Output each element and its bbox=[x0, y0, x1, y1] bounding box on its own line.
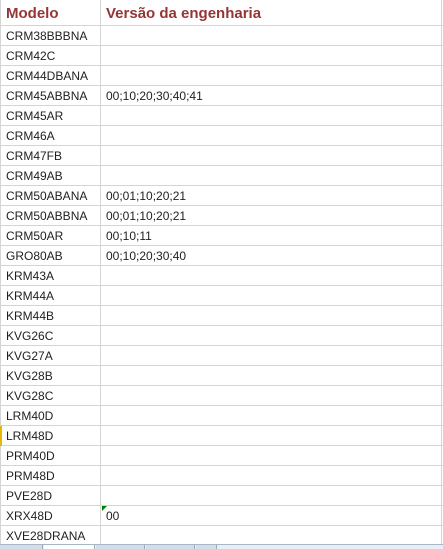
cell-versao[interactable] bbox=[101, 446, 442, 466]
cell-modelo[interactable]: KVG28C bbox=[0, 386, 101, 406]
cell-versao[interactable]: 00;10;20;30;40 bbox=[101, 246, 442, 266]
cell-versao[interactable] bbox=[101, 66, 442, 86]
table-row bbox=[0, 506, 443, 526]
table-row bbox=[0, 126, 443, 146]
table-row bbox=[0, 326, 443, 346]
cell-modelo[interactable]: PVE28D bbox=[0, 486, 101, 506]
cell-versao[interactable] bbox=[101, 106, 442, 126]
insert-sheet-tab[interactable] bbox=[196, 545, 217, 549]
sheet-tab-bar bbox=[0, 544, 443, 549]
cell-versao[interactable]: 00;10;20;30;40;41 bbox=[101, 86, 442, 106]
table-row bbox=[0, 446, 443, 466]
cell-modelo[interactable]: CRM45ABBNA bbox=[0, 86, 101, 106]
cell-modelo[interactable]: LRM48D bbox=[0, 426, 101, 446]
table-row bbox=[0, 46, 443, 66]
header-cell-versao[interactable]: Versão da engenharia bbox=[101, 0, 442, 26]
cell-versao[interactable] bbox=[101, 46, 442, 66]
cell-versao[interactable] bbox=[101, 406, 442, 426]
cell-modelo[interactable]: KRM43A bbox=[0, 266, 101, 286]
cell-versao[interactable] bbox=[101, 426, 442, 446]
cell-modelo[interactable]: GRO80AB bbox=[0, 246, 101, 266]
cell-versao[interactable] bbox=[101, 166, 442, 186]
cell-modelo[interactable]: KRM44A bbox=[0, 286, 101, 306]
table-row bbox=[0, 486, 443, 506]
cell-modelo[interactable]: PRM40D bbox=[0, 446, 101, 466]
table-row bbox=[0, 66, 443, 86]
cell-modelo[interactable]: CRM47FB bbox=[0, 146, 101, 166]
cell-versao[interactable] bbox=[101, 306, 442, 326]
table-row bbox=[0, 426, 443, 446]
header-cell-modelo[interactable]: Modelo bbox=[0, 0, 101, 26]
cell-versao[interactable]: 00;01;10;20;21 bbox=[101, 186, 442, 206]
cell-versao[interactable] bbox=[101, 146, 442, 166]
table-row bbox=[0, 526, 443, 544]
table-row bbox=[0, 246, 443, 266]
table-row bbox=[0, 106, 443, 126]
table-row bbox=[0, 166, 443, 186]
table-row bbox=[0, 146, 443, 166]
cell-versao[interactable] bbox=[101, 526, 442, 544]
table-row bbox=[0, 466, 443, 486]
cell-modelo[interactable]: KVG26C bbox=[0, 326, 101, 346]
table-row bbox=[0, 386, 443, 406]
cell-modelo[interactable]: CRM45AR bbox=[0, 106, 101, 126]
cell-modelo[interactable]: CRM38BBBNA bbox=[0, 26, 101, 46]
cell-modelo[interactable]: KRM44B bbox=[0, 306, 101, 326]
cell-versao[interactable]: 00;01;10;20;21 bbox=[101, 206, 442, 226]
cell-versao[interactable] bbox=[101, 126, 442, 146]
table-row bbox=[0, 346, 443, 366]
table-row bbox=[0, 226, 443, 246]
cell-modelo[interactable]: XVE28DRANA bbox=[0, 526, 101, 544]
cell-indicator-icon bbox=[102, 506, 107, 511]
cell-modelo[interactable]: CRM50AR bbox=[0, 226, 101, 246]
cell-versao[interactable] bbox=[101, 366, 442, 386]
cell-modelo[interactable]: XRX48D bbox=[0, 506, 101, 526]
table-row bbox=[0, 26, 443, 46]
table-row bbox=[0, 266, 443, 286]
cell-versao[interactable] bbox=[101, 266, 442, 286]
table-row bbox=[0, 406, 443, 426]
sheet-tab[interactable] bbox=[146, 545, 195, 549]
header-row bbox=[0, 0, 443, 26]
cell-versao[interactable] bbox=[101, 346, 442, 366]
cell-modelo[interactable]: CRM42C bbox=[0, 46, 101, 66]
table-row bbox=[0, 206, 443, 226]
cell-versao[interactable] bbox=[101, 286, 442, 306]
cell-versao[interactable] bbox=[101, 326, 442, 346]
cell-modelo[interactable]: KVG28B bbox=[0, 366, 101, 386]
table-row bbox=[0, 186, 443, 206]
cell-modelo[interactable]: PRM48D bbox=[0, 466, 101, 486]
cell-modelo[interactable]: CRM44DBANA bbox=[0, 66, 101, 86]
cell-versao[interactable] bbox=[101, 486, 442, 506]
table-row bbox=[0, 86, 443, 106]
table-row bbox=[0, 306, 443, 326]
cell-versao[interactable]: 00 bbox=[101, 506, 442, 526]
sheet-tab[interactable] bbox=[96, 545, 145, 549]
sheet-tab-nav[interactable] bbox=[0, 545, 43, 549]
cell-modelo[interactable]: CRM50ABANA bbox=[0, 186, 101, 206]
cell-versao[interactable]: 00;10;11 bbox=[101, 226, 442, 246]
sheet-tab-active[interactable] bbox=[44, 545, 95, 549]
cell-modelo[interactable]: LRM40D bbox=[0, 406, 101, 426]
cell-versao[interactable] bbox=[101, 386, 442, 406]
table-row bbox=[0, 366, 443, 386]
cell-modelo[interactable]: KVG27A bbox=[0, 346, 101, 366]
table-row bbox=[0, 286, 443, 306]
cell-versao[interactable] bbox=[101, 466, 442, 486]
cell-modelo[interactable]: CRM49AB bbox=[0, 166, 101, 186]
cell-modelo[interactable]: CRM46A bbox=[0, 126, 101, 146]
cell-versao[interactable] bbox=[101, 26, 442, 46]
cell-modelo[interactable]: CRM50ABBNA bbox=[0, 206, 101, 226]
row-highlight-marker bbox=[0, 426, 2, 446]
